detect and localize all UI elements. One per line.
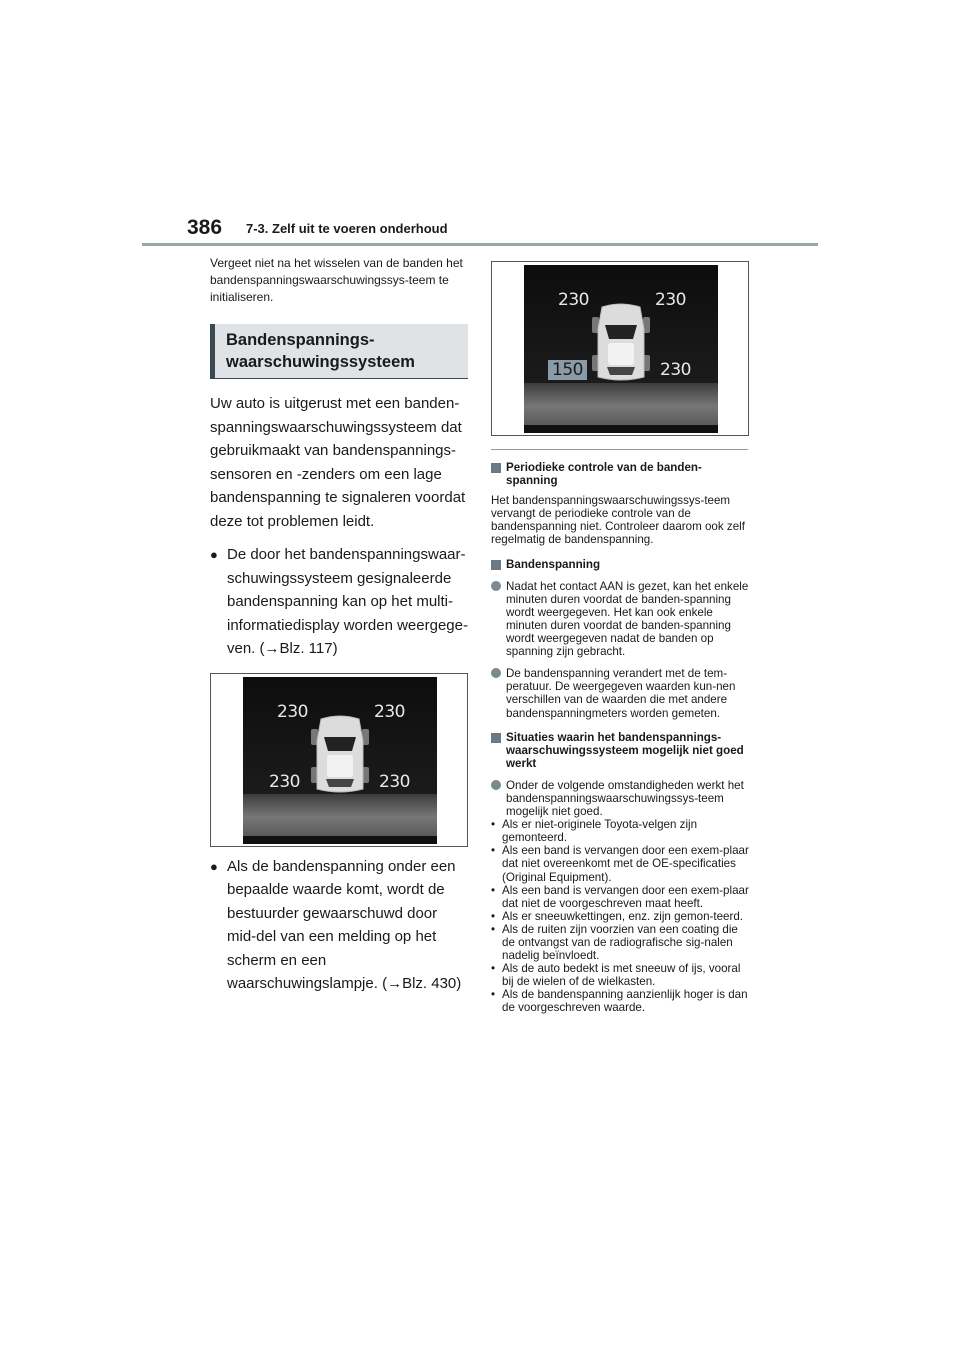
bullet-item [210, 855, 468, 996]
heading-line-2: waarschuwingssysteem [226, 353, 415, 371]
tire-pressure-front-right: 230 [655, 290, 686, 310]
intro-text: Vergeet niet na het wisselen van de banden het bandenspanningswaarschuwingssys-teem te initialiseren. [210, 256, 463, 304]
bullet-icon: ● [210, 858, 218, 874]
dash-item: • Als een band is vervangen door een exem-plaar dat niet de voorgeschreven maat heeft. [491, 883, 749, 910]
tire-pressure-front-left: 230 [277, 701, 308, 722]
header-rule [142, 243, 818, 246]
bullet-item [210, 543, 468, 661]
square-bullet-icon [491, 463, 501, 473]
square-bullet-icon [491, 560, 501, 570]
tire-pressure-rear-right: 230 [379, 771, 410, 792]
body-text: Uw auto is uitgerust met een banden-spanningswaarschuwingssysteem dat gebruikmaakt van bandenspannings-sensoren en -zenders om een lage bandenspanning te signaleren voordat deze tot problemen leidt. [210, 395, 466, 530]
dash-item: • Als de bandenspanning aanzienlijk hoger is dan de voorgeschreven waarde. [491, 988, 748, 1015]
left-column [210, 252, 468, 996]
car-top-view-icon [590, 303, 652, 383]
right-column [491, 453, 751, 1015]
display-screen [524, 265, 718, 433]
circle-item: Onder de volgende omstandigheden werkt het bandenspanningswaarschuwingssys-teem mogelijk niet goed. [491, 779, 751, 818]
circle-item: De bandenspanning verandert met de tem-peratuur. De weergegeven waarden kun-nen verschillen van de waarden die met andere bandenspanningmeters worden gemeten. [491, 667, 751, 719]
tire-pressure-front-left: 230 [558, 290, 589, 310]
dash-item: • Als de ruiten zijn voorzien van een coating die de ontvangst van de radiografische sig-nalen nadelig beïnvloedt. [491, 922, 738, 963]
tire-pressure-front-right: 230 [374, 701, 405, 722]
paragraph: Het bandenspanningswaarschuwingssys-teem vervangt de periodieke controle van de bandenspanning niet. Controleer daarom ook zelf regelmatig de bandenspanning. [491, 494, 745, 547]
car-top-view-icon [309, 715, 371, 795]
circle-bullet-icon [491, 668, 501, 678]
tire-pressure-figure-2 [491, 261, 749, 436]
subheading: Bandenspanning [491, 558, 751, 571]
dash-item: • Als een band is vervangen door een exem-plaar dat niet overeenkomt met de OE-specificaties (Original Equipment). [491, 844, 749, 884]
tire-pressure-rear-left: 230 [269, 771, 300, 792]
bullet-icon: ● [210, 547, 218, 562]
circle-bullet-icon [491, 581, 501, 591]
tire-pressure-figure-1 [210, 673, 468, 847]
bullet-text: De door het bandenspanningswaar-schuwingssysteem gesignaleerde bandenspanning kan op het multi-informatiedisplay worden weergege-ven. (→Blz. 117) [227, 546, 468, 657]
circle-bullet-icon [491, 780, 501, 790]
column-rule [491, 449, 748, 450]
dash-item: • Als er sneeuwkettingen, enz. zijn gemon-teerd. [491, 909, 744, 923]
bullet-text: Als de bandenspanning onder een bepaalde waarde komt, wordt de bestuurder gewaarschuwd door mid-del van een melding op het scherm en een waarschuwingslampje. (→Blz. 430) [227, 857, 462, 992]
tire-pressure-rear-left-warning: 150 [548, 360, 587, 380]
display-screen [243, 677, 437, 844]
heading-line-1: Bandenspannings- [226, 331, 375, 349]
tire-pressure-rear-right: 230 [660, 360, 691, 380]
dash-item: • Als de auto bedekt is met sneeuw of ijs, vooral bij de wielen of de wielkasten. [491, 962, 741, 989]
page-number: 386 [187, 216, 223, 239]
section-title: 7-3. Zelf uit te voeren onderhoud [246, 221, 448, 236]
section-heading [210, 324, 468, 379]
subheading: Periodieke controle van de banden-spanning [491, 461, 751, 487]
dash-item: • Als er niet-originele Toyota-velgen zijn gemonteerd. [491, 818, 698, 845]
square-bullet-icon [491, 733, 501, 743]
subheading: Situaties waarin het bandenspannings-waarschuwingssysteem mogelijk niet goed werkt [491, 731, 751, 770]
circle-item: Nadat het contact AAN is gezet, kan het enkele minuten duren voordat de banden-spanning wordt weergegeven. Het kan ook enkele minuten duren voordat de banden-spanning wordt weergegeven nadat de banden op spanning zijn gebracht. [491, 580, 751, 659]
